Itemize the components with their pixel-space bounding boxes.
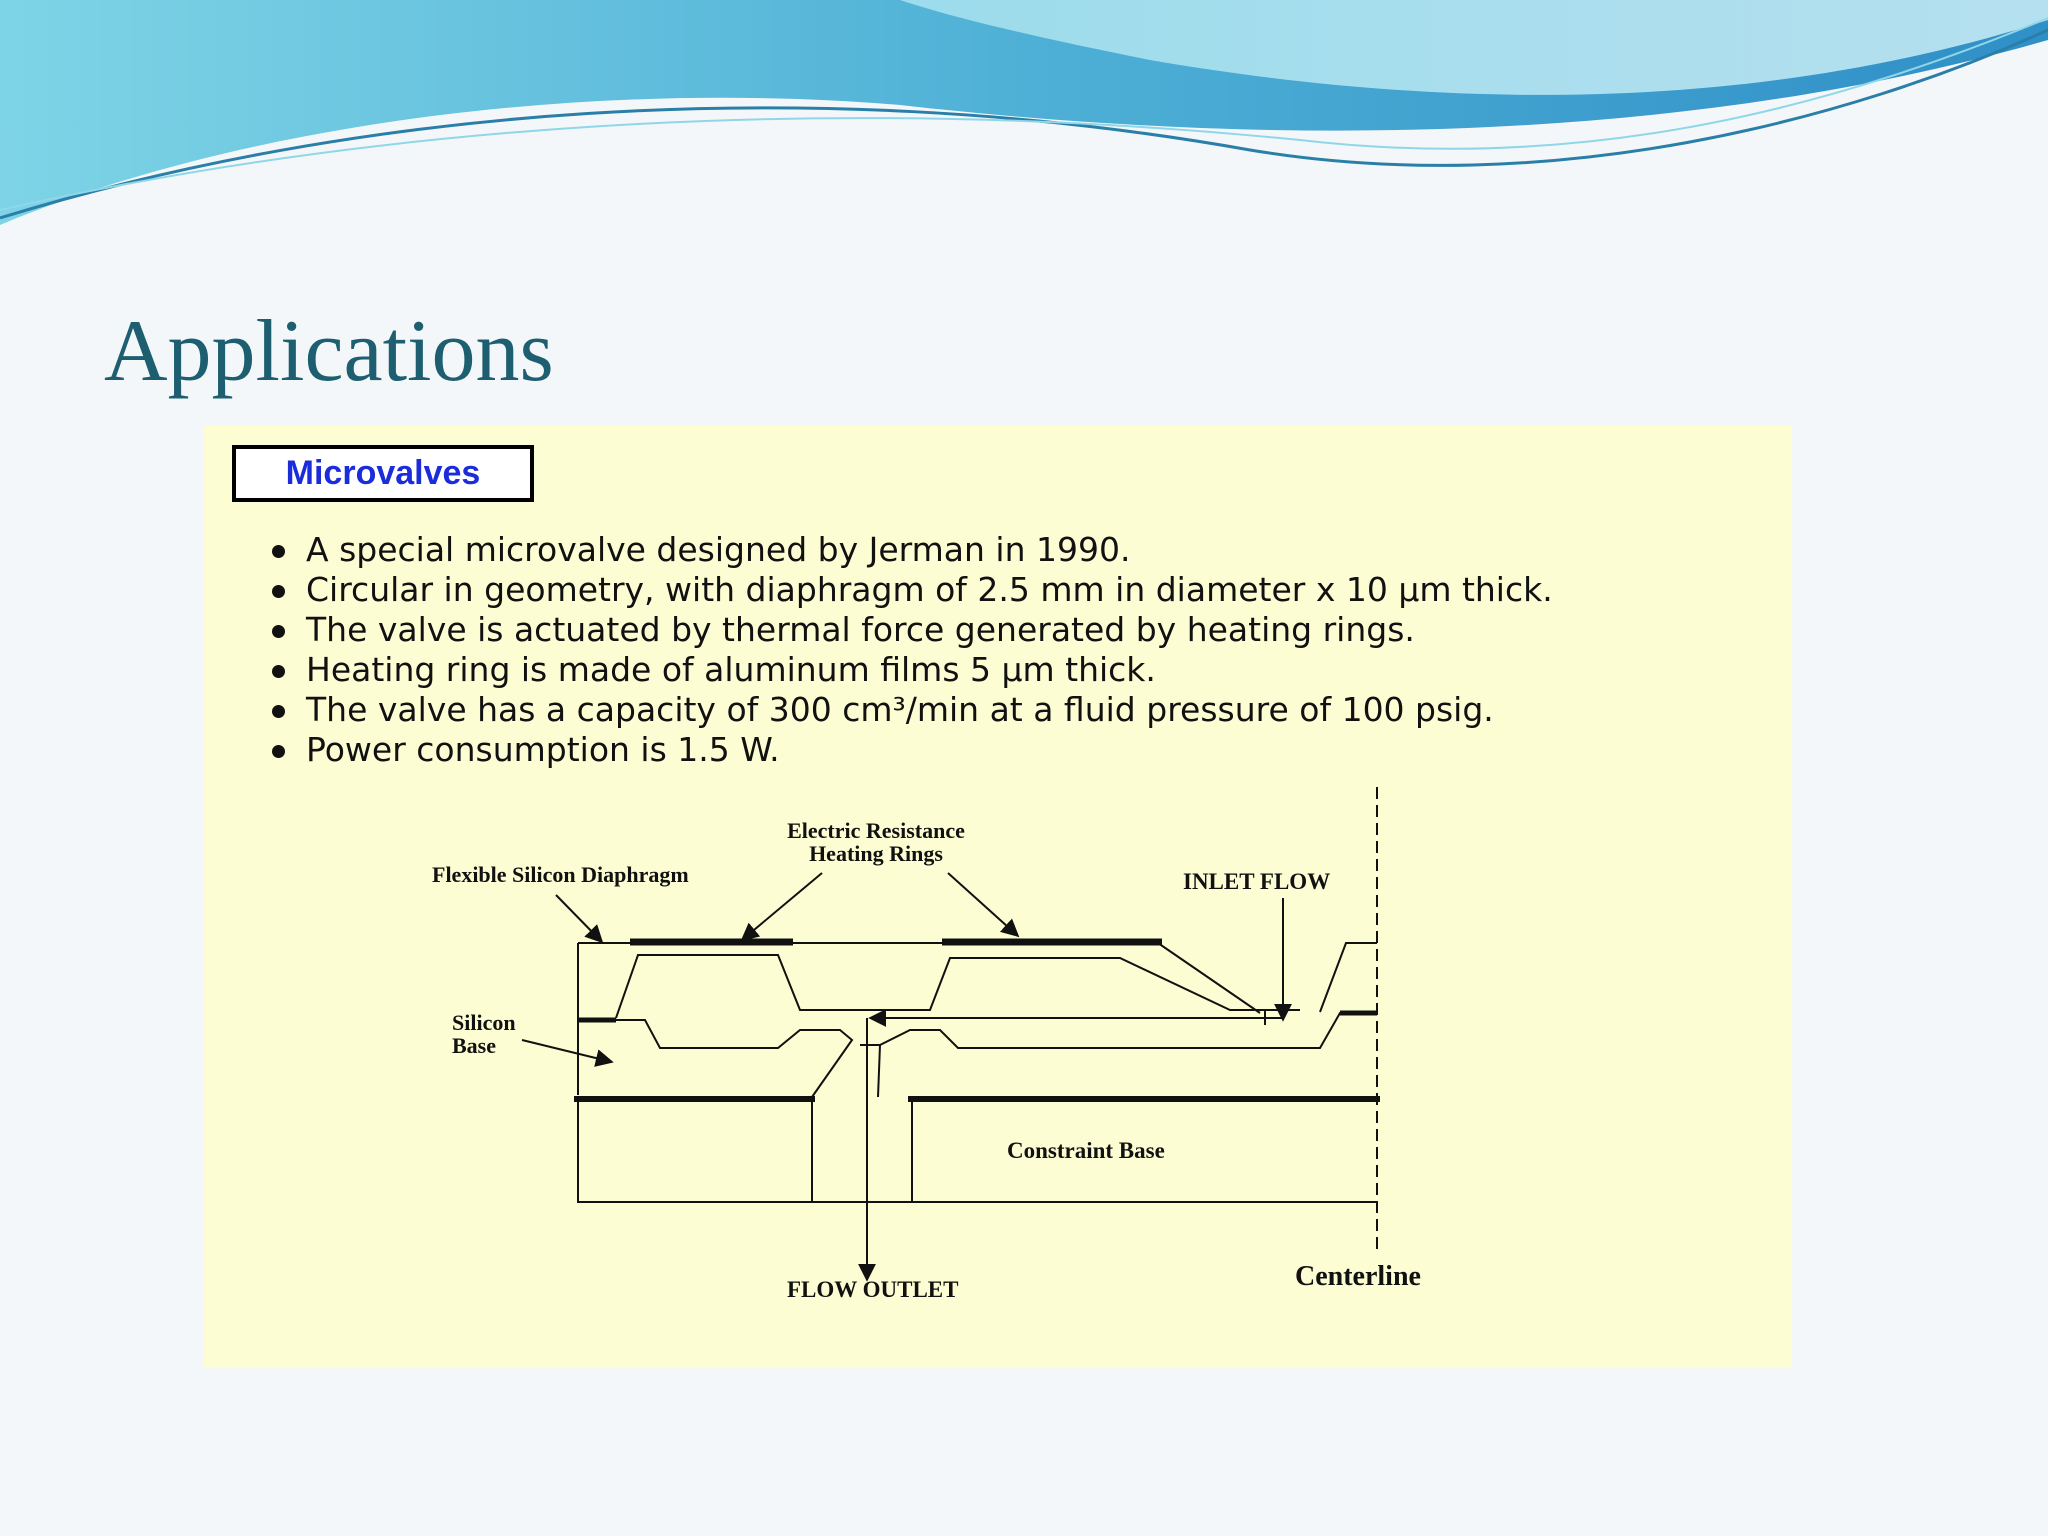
bullet-item: The valve is actuated by thermal force generated by heating rings. <box>268 610 1553 650</box>
constraint-base <box>574 1099 1380 1202</box>
bullet-item: The valve has a capacity of 300 cm³/min at a fluid pressure of 100 psig. <box>268 690 1553 730</box>
label-silicon-base-2: Base <box>452 1033 496 1058</box>
bullet-item: Power consumption is 1.5 W. <box>268 730 1553 770</box>
heating-ring-leader-right <box>948 873 1018 936</box>
bullet-item: A special microvalve designed by Jerman in 1990. <box>268 530 1553 570</box>
label-centerline: Centerline <box>1295 1261 1421 1292</box>
silicon-base-leader <box>522 1040 612 1062</box>
heating-ring-leader-left <box>742 873 822 940</box>
slide-title: Applications <box>104 303 554 400</box>
label-heating-rings-1: Electric Resistance <box>787 818 965 843</box>
label-silicon-base-1: Silicon <box>452 1010 516 1035</box>
label-heating-rings-2: Heating Rings <box>809 841 943 866</box>
diaphragm-leader <box>556 895 602 942</box>
label-flow-outlet: FLOW OUTLET <box>787 1277 959 1302</box>
silicon-base-outline <box>578 1013 1377 1097</box>
bullet-item: Circular in geometry, with diaphragm of 2.5 mm in diameter x 10 μm thick. <box>268 570 1553 610</box>
label-diaphragm: Flexible Silicon Diaphragm <box>432 862 689 887</box>
panel-heading: Microvalves <box>232 445 534 502</box>
label-inlet-flow: INLET FLOW <box>1183 869 1331 894</box>
label-constraint-base: Constraint Base <box>1007 1138 1165 1163</box>
bullet-item: Heating ring is made of aluminum films 5 μm thick. <box>268 650 1553 690</box>
